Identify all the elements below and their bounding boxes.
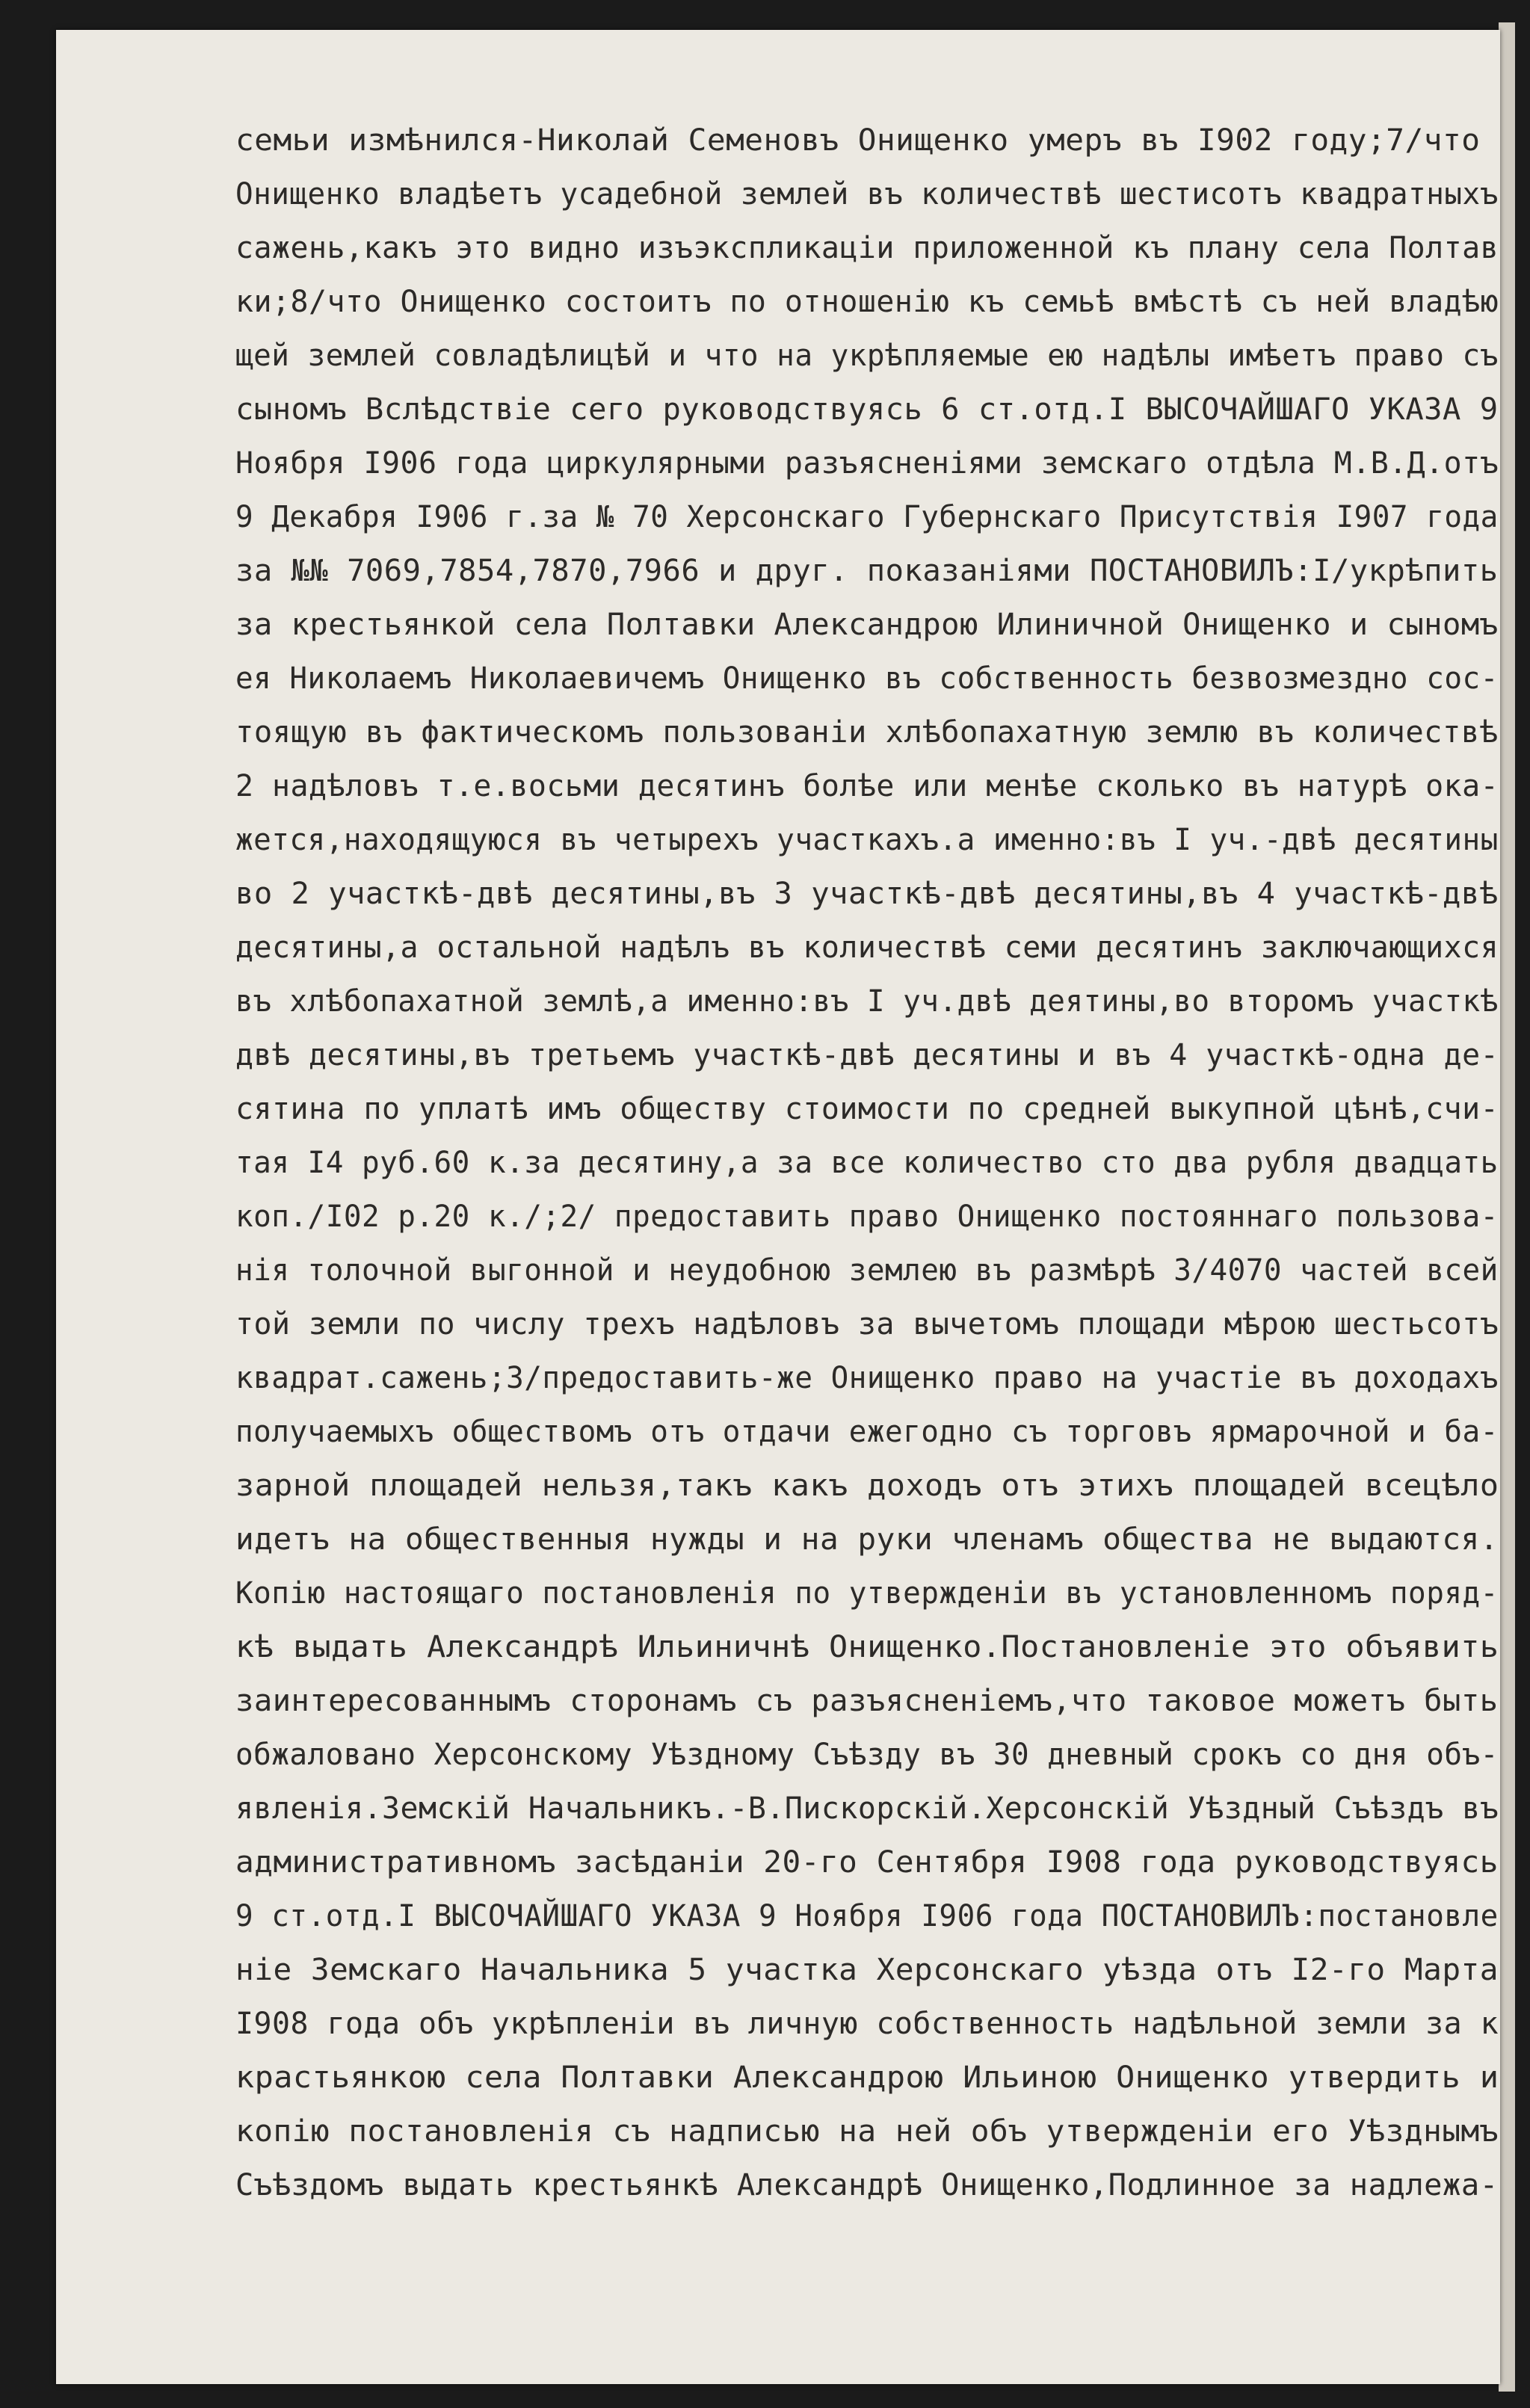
text-line: получаемыхъ обществомъ отъ отдачи ежегодно съ торговъ ярмарочной и ба-	[235, 1415, 1499, 1449]
document-body	[56, 30, 1500, 2384]
text-line: коп./I02 р.20 к./;2/ предоставить право Онищенко постояннаго пользова-	[235, 1200, 1499, 1234]
text-line: заинтересованнымъ сторонамъ съ разъясненiемъ,что таковое можетъ быть	[235, 1684, 1499, 1718]
text-line: явленiя.Земскiй Начальникъ.-В.Пискорскiй.Херсонскiй Уѣздный Съѣздъ въ	[235, 1791, 1499, 1826]
text-line: семьи измѣнился-Николай Семеновъ Онищенко умеръ въ I902 году;7/что	[235, 123, 1481, 158]
text-line: щей землей совладѣлицѣй и что на укрѣпляемые ею надѣлы имѣетъ право съ	[235, 339, 1499, 373]
typewritten-page	[56, 30, 1500, 2384]
text-line: тоящую въ фактическомъ пользованiи хлѣбопахатную землю въ количествѣ	[235, 715, 1499, 750]
text-line: 2 надѣловъ т.е.восьми десятинъ болѣе или менѣе сколько въ натурѣ ока-	[235, 769, 1499, 803]
text-line: Копiю настоящаго постановленiя по утвержденiи въ установленномъ поряд-	[235, 1576, 1499, 1611]
text-line: ея Николаемъ Николаевичемъ Онищенко въ собственность безвозмездно сос-	[235, 661, 1499, 696]
text-line: Ноября I906 года циркулярными разъясненiями земскаго отдѣла М.В.Д.отъ	[235, 446, 1499, 481]
text-line: квадрат.сажень;3/предоставить-же Онищенко право на участiе въ доходахъ	[235, 1361, 1499, 1395]
text-line: Онищенко владѣетъ усадебной землей въ количествѣ шестисотъ квадратныхъ	[235, 177, 1499, 212]
text-line: 9 Декабря I906 г.за № 70 Херсонскаго Губернскаго Присутствiя I907 года	[235, 500, 1499, 534]
text-line: зарной площадей нельзя,такъ какъ доходъ отъ этихъ площадей всецѣло	[235, 1469, 1499, 1503]
text-line: десятины,а остальной надѣлъ въ количествѣ семи десятинъ заключающихся	[235, 930, 1499, 965]
text-line: административномъ засѣданiи 20-го Сентября I908 года руководствуясь	[235, 1845, 1499, 1880]
text-line: во 2 участкѣ-двѣ десятины,въ 3 участкѣ-двѣ десятины,въ 4 участкѣ-двѣ	[235, 877, 1499, 911]
text-line: I908 года объ укрѣпленiи въ личную собственность надѣльной земли за к	[235, 2007, 1499, 2041]
page-edge	[1499, 22, 1515, 2392]
text-line: за крестьянкой села Полтавки Александрою Илиничной Онищенко и сыномъ	[235, 608, 1499, 642]
text-line: тая I4 руб.60 к.за десятину,а за все количество сто два рубля двадцать	[235, 1146, 1499, 1180]
text-line: той земли по числу трехъ надѣловъ за вычетомъ площади мѣрою шестьсотъ	[235, 1307, 1499, 1342]
text-line: сажень,какъ это видно изъэкспликацiи приложенной къ плану села Полтав	[235, 231, 1499, 265]
text-line: Съѣздомъ выдать крестьянкѣ Александрѣ Онищенко,Подлинное за надлежа-	[235, 2168, 1499, 2202]
text-line: идетъ на общественныя нужды и на руки членамъ общества не выдаются.	[235, 1522, 1499, 1557]
text-line: сыномъ Вслѣдствiе сего руководствуясь 6 ст.отд.I ВЫСОЧАЙШАГО УКАЗА 9	[235, 392, 1499, 427]
text-line: копiю постановленiя съ надписью на ней объ утвержденiи его Уѣзднымъ	[235, 2114, 1499, 2149]
text-line: крастьянкою села Полтавки Александрою Ильиною Онищенко утвердить и	[235, 2060, 1499, 2095]
text-line: нiе Земскаго Начальника 5 участка Херсонскаго уѣзда отъ I2-го Марта	[235, 1953, 1499, 1987]
text-line: 9 ст.отд.I ВЫСОЧАЙШАГО УКАЗА 9 Ноября I906 года ПОСТАНОВИЛЪ:постановле	[235, 1899, 1499, 1933]
text-line: ки;8/что Онищенко состоитъ по отношенiю къ семьѣ вмѣстѣ съ ней владѣю	[235, 285, 1499, 319]
text-line: нiя толочной выгонной и неудобною землею въ размѣрѣ 3/4070 частей всей	[235, 1253, 1499, 1288]
text-line: въ хлѣбопахатной землѣ,а именно:въ I уч.двѣ деятины,во второмъ участкѣ	[235, 984, 1499, 1019]
text-line: сятина по уплатѣ имъ обществу стоимости по средней выкупной цѣнѣ,счи-	[235, 1092, 1499, 1126]
text-line: двѣ десятины,въ третьемъ участкѣ-двѣ десятины и въ 4 участкѣ-одна де-	[235, 1038, 1499, 1072]
text-line: обжаловано Херсонскому Уѣздному Съѣзду въ 30 дневный срокъ со дня объ-	[235, 1738, 1499, 1772]
text-line: за №№ 7069,7854,7870,7966 и друг. показанiями ПОСТАНОВИЛЪ:I/укрѣпить	[235, 554, 1499, 588]
text-line: жется,находящуюся въ четырехъ участкахъ.а именно:въ I уч.-двѣ десятины	[235, 823, 1499, 857]
text-line: кѣ выдать Александрѣ Ильиничнѣ Онищенко.Постановленiе это объявить	[235, 1630, 1499, 1664]
